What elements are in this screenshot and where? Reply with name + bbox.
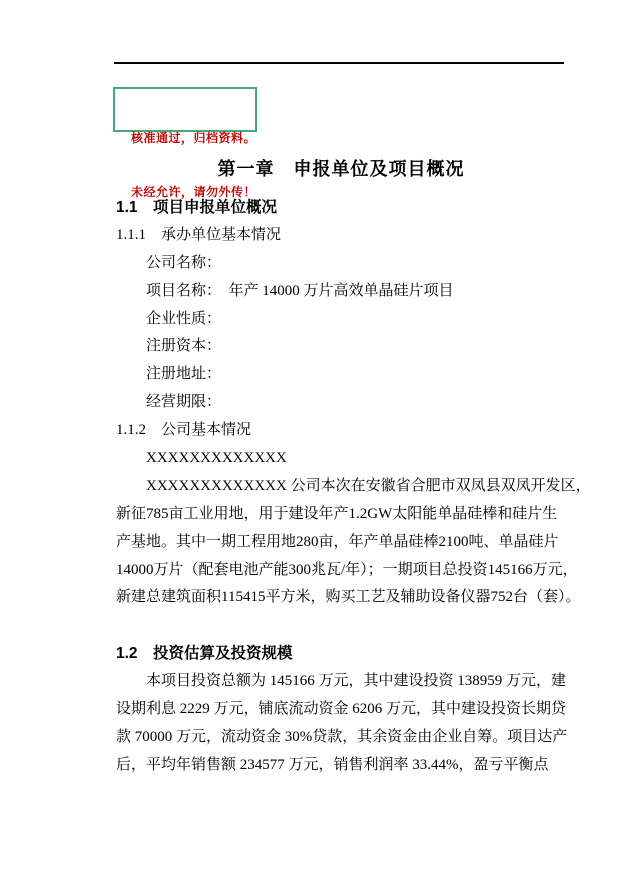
chapter-title: 第一章 申报单位及项目概况 — [217, 159, 465, 179]
document-body — [116, 194, 591, 780]
paragraph-line: 产基地。其中一期工程用地280亩，年产单晶硅棒2100吨、单晶硅片 — [116, 533, 559, 550]
field-label-enterprise-type: 企业性质： — [146, 310, 222, 327]
subsection-heading-1-1-1: 1.1.1 承办单位基本情况 — [116, 226, 282, 243]
paragraph-line: 新建总建筑面积115415平方米，购买工艺及辅助设备仪器752台（套）。 — [116, 589, 581, 606]
header-rule — [114, 62, 564, 64]
paragraph-line: 新征785亩工业用地，用于建设年产1.2GW太阳能单晶硅棒和硅片生 — [116, 505, 558, 522]
field-label-project-name: 项目名称： 年产 14000 万片高效单晶硅片项目 — [146, 282, 454, 299]
field-label-registered-address: 注册地址： — [146, 366, 222, 383]
field-label-company-name: 公司名称： — [146, 254, 222, 271]
paragraph-line: XXXXXXXXXXXXX 公司本次在安徽省合肥市双凤县双凤开发区， — [146, 477, 591, 494]
field-label-registered-capital: 注册资本： — [146, 338, 222, 355]
stamp-line-1: 核准通过，归档资料。 — [131, 131, 257, 145]
section-heading-1-2: 1.2 投资估算及投资规模 — [116, 645, 293, 663]
approval-stamp — [113, 87, 257, 199]
paragraph-line: 后，平均年销售额 234577 万元，销售利润率 33.44%，盈亏平衡点 — [116, 756, 549, 773]
paragraph-line: 14000万片（配套电池产能300兆瓦/年）；一期项目总投资145166万元， — [116, 561, 578, 578]
paragraph-line: 设期利息 2229 万元，铺底流动资金 6206 万元，其中建设投资长期贷 — [116, 701, 567, 718]
blank-line — [116, 612, 568, 640]
paragraph-line: 本项目投资总额为 145166 万元，其中建设投资 138959 万元，建 — [146, 673, 567, 690]
paragraph-line: 款 70000 万元，流动资金 30%贷款，其余资金由企业自筹。项目达产 — [116, 728, 568, 745]
section-heading-1-1: 1.1 项目申报单位概况 — [116, 199, 278, 216]
company-placeholder-line: XXXXXXXXXXXXX — [146, 450, 287, 467]
subsection-heading-1-1-2: 1.1.2 公司基本情况 — [116, 422, 252, 439]
field-label-business-term: 经营期限： — [146, 394, 222, 411]
stamp-line-2: 未经允许，请勿外传！ — [131, 185, 257, 199]
